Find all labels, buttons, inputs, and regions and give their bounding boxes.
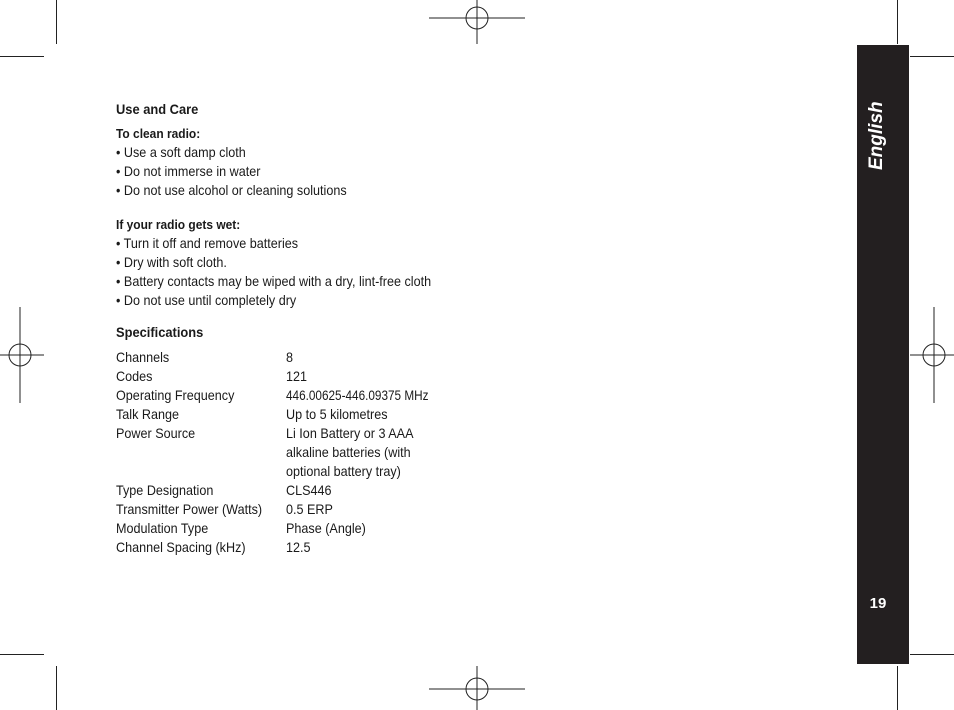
table-row bbox=[116, 367, 456, 386]
spec-value: Phase (Angle) bbox=[286, 520, 366, 536]
spec-value: 12.5 bbox=[286, 539, 311, 555]
language-tab-label-wrap bbox=[866, 100, 892, 170]
spec-value: 446.00625-446.09375 MHz bbox=[286, 387, 429, 403]
spec-label: Channel Spacing (kHz) bbox=[116, 539, 246, 555]
language-tab-label: English bbox=[866, 101, 887, 170]
list-item: • Do not use alcohol or cleaning solutions bbox=[116, 182, 347, 198]
spec-value: Li Ion Battery or 3 AAA bbox=[286, 425, 414, 441]
clean-radio-list bbox=[116, 143, 796, 200]
registration-mark-right bbox=[910, 307, 954, 403]
list-item: • Dry with soft cloth. bbox=[116, 254, 227, 270]
list-item: • Do not use until completely dry bbox=[116, 292, 297, 308]
list-item: • Do not immerse in water bbox=[116, 163, 261, 179]
page-content bbox=[116, 100, 796, 557]
table-row bbox=[116, 519, 456, 538]
list-item: • Use a soft damp cloth bbox=[116, 144, 246, 160]
spec-value: 8 bbox=[286, 349, 294, 365]
spec-value: 0.5 ERP bbox=[286, 501, 333, 517]
radio-wet-heading: If your radio gets wet: bbox=[116, 217, 241, 232]
table-row bbox=[116, 481, 456, 500]
registration-mark-left bbox=[0, 307, 44, 403]
spec-label: Talk Range bbox=[116, 406, 180, 422]
spec-value: Up to 5 kilometres bbox=[286, 406, 388, 422]
registration-mark-top bbox=[429, 0, 525, 44]
spec-label: Power Source bbox=[116, 425, 196, 441]
spec-value: 121 bbox=[286, 368, 308, 384]
spec-label: Modulation Type bbox=[116, 520, 209, 536]
spec-label: Channels bbox=[116, 349, 170, 365]
table-row bbox=[116, 405, 456, 424]
table-row bbox=[116, 424, 456, 481]
list-item: • Turn it off and remove batteries bbox=[116, 235, 299, 251]
spec-label: Codes bbox=[116, 368, 153, 384]
spec-value: alkaline batteries (with bbox=[286, 444, 411, 460]
table-row bbox=[116, 500, 456, 519]
specifications-heading: Specifications bbox=[116, 324, 204, 340]
page-number: 19 bbox=[869, 595, 887, 612]
table-row bbox=[116, 348, 456, 367]
specifications-table bbox=[116, 348, 456, 557]
table-row bbox=[116, 538, 456, 557]
list-item: • Battery contacts may be wiped with a dry, lint-free cloth bbox=[116, 273, 432, 289]
clean-radio-heading: To clean radio: bbox=[116, 126, 201, 141]
registration-mark-bottom bbox=[429, 666, 525, 710]
spec-label: Type Designation bbox=[116, 482, 214, 498]
spec-value: optional battery tray) bbox=[286, 463, 401, 479]
table-row bbox=[116, 386, 456, 405]
use-and-care-heading: Use and Care bbox=[116, 101, 199, 117]
spec-value: CLS446 bbox=[286, 482, 332, 498]
spec-label: Transmitter Power (Watts) bbox=[116, 501, 263, 517]
spec-label: Operating Frequency bbox=[116, 387, 235, 403]
radio-wet-list bbox=[116, 234, 796, 310]
